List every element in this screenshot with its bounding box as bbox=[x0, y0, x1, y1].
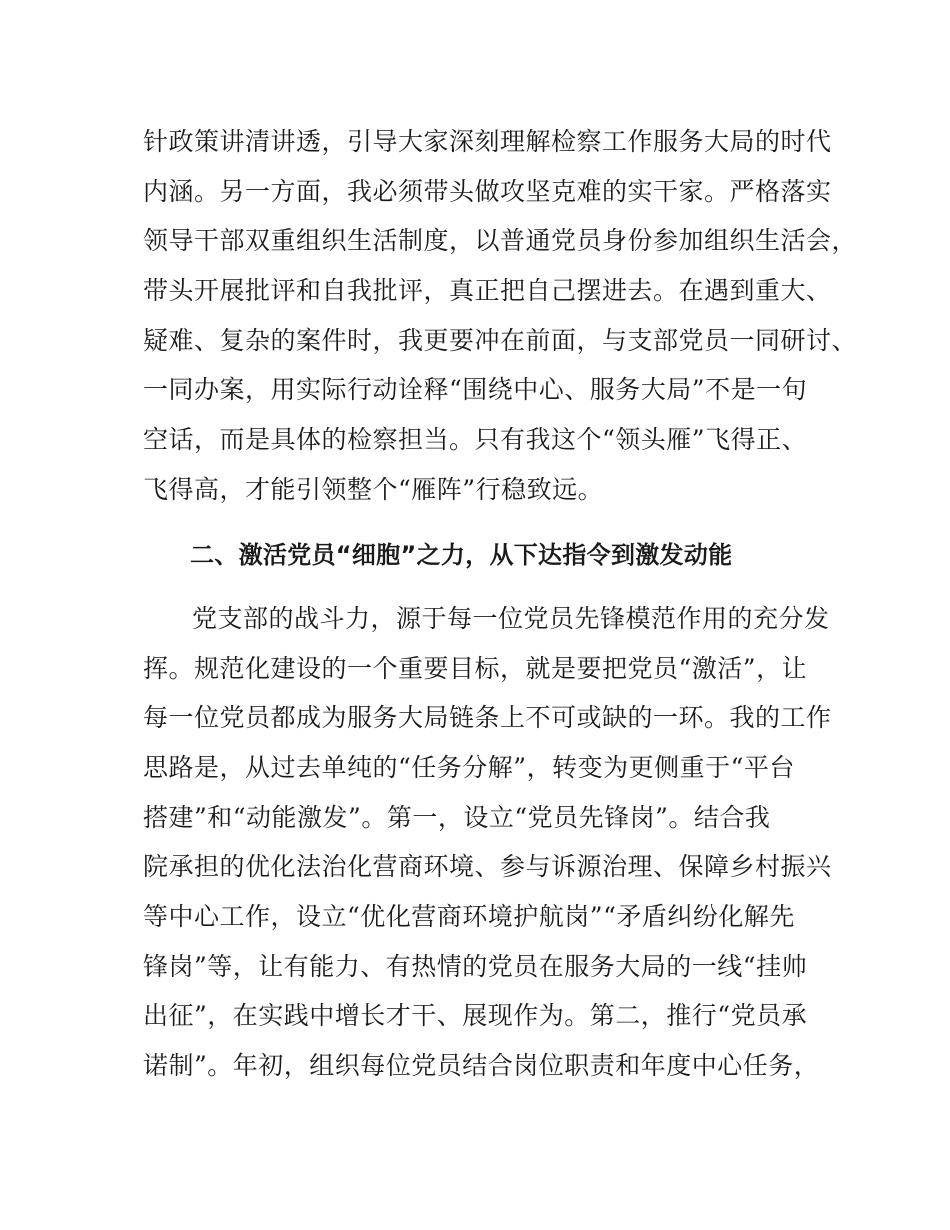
body-text-line: 诺制”。年初，组织每位党员结合岗位职责和年度中心任务， bbox=[143, 1051, 820, 1080]
body-text-line: 每一位党员都成为服务大局链条上不可或缺的一环。我的工作 bbox=[143, 703, 832, 732]
section-heading: 二、激活党员“细胞”之力，从下达指令到激发动能 bbox=[190, 541, 733, 569]
body-text-line: 领导干部双重组织生活制度，以普通党员身份参加组织生活会， bbox=[143, 226, 858, 255]
body-text-line: 党支部的战斗力，源于每一位党员先锋模范作用的充分发 bbox=[192, 604, 830, 633]
body-text-line: 疑难、复杂的案件时，我更要冲在前面，与支部党员一同研讨、 bbox=[143, 326, 858, 355]
body-text-line: 挥。规范化建设的一个重要目标，就是要把党员“激活”，让 bbox=[143, 654, 808, 683]
body-text-line: 飞得高，才能引领整个“雁阵”行稳致远。 bbox=[143, 475, 604, 504]
body-text-line: 针政策讲清讲透，引导大家深刻理解检察工作服务大局的时代 bbox=[143, 127, 832, 156]
body-text-line: 出征”，在实践中增长才干、展现作为。第二，推行“党员承 bbox=[143, 1001, 808, 1030]
body-text-line: 空话，而是具体的检察担当。只有我这个“领头雁”飞得正、 bbox=[143, 425, 808, 454]
body-text-line: 思路是，从过去单纯的“任务分解”，转变为更侧重于“平台 bbox=[143, 753, 795, 782]
body-text-line: 一同办案，用实际行动诠释“围绕中心、服务大局”不是一句 bbox=[143, 375, 808, 404]
body-text-line: 等中心工作，设立“优化营商环境护航岗”“矛盾纠纷化解先 bbox=[143, 902, 795, 931]
body-text-line: 搭建”和“动能激发”。第一，设立“党员先锋岗”。结合我 bbox=[143, 803, 771, 832]
body-text-line: 内涵。另一方面，我必须带头做攻坚克难的实干家。严格落实 bbox=[143, 177, 832, 206]
body-text-line: 锋岗”等，让有能力、有热情的党员在服务大局的一线“挂帅 bbox=[143, 952, 808, 981]
body-text-line: 带头开展批评和自我批评，真正把自己摆进去。在遇到重大、 bbox=[143, 276, 832, 305]
body-text-line: 院承担的优化法治化营商环境、参与诉源治理、保障乡村振兴 bbox=[143, 852, 832, 881]
